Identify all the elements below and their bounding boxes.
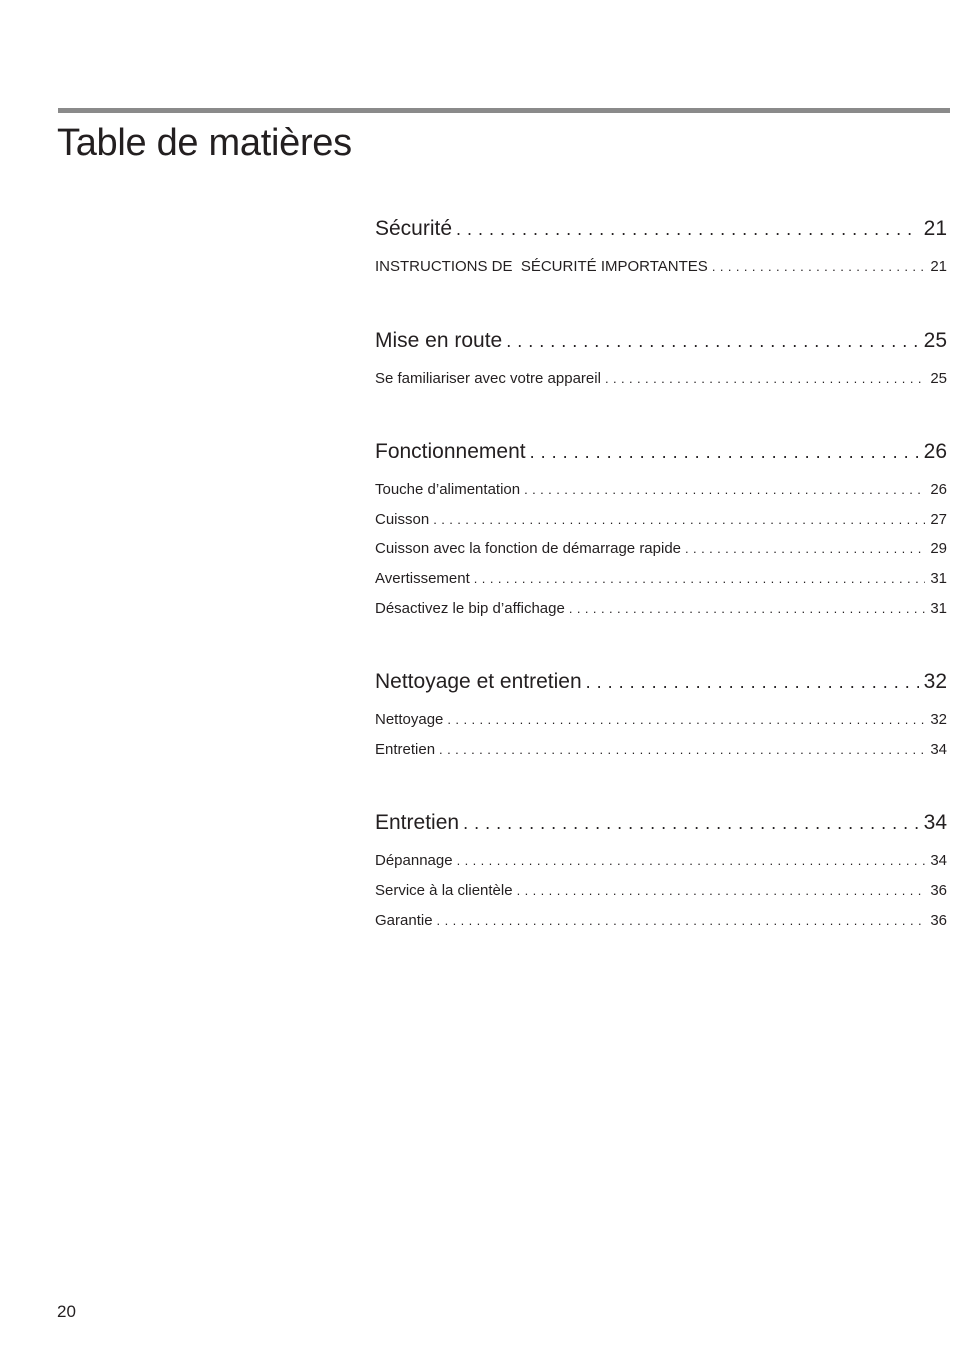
- dot-leader: [685, 534, 925, 564]
- toc-heading-page: 26: [923, 440, 947, 464]
- toc-heading[interactable]: [375, 804, 947, 842]
- toc-heading-label: Nettoyage et entretien: [375, 670, 582, 694]
- toc-entry[interactable]: [375, 564, 947, 594]
- toc-entry-label: Service à la clientèle: [375, 881, 513, 899]
- toc-entry-label: Se familiariser avec votre appareil: [375, 369, 601, 387]
- toc-entry-page: 34: [930, 852, 947, 870]
- toc-entry-label: Avertissement: [375, 569, 470, 587]
- toc-entry-page: 31: [930, 569, 947, 587]
- toc-heading-label: Fonctionnement: [375, 440, 526, 464]
- toc-section-entretien: [375, 804, 947, 935]
- toc-entry-page: 36: [930, 911, 947, 929]
- dot-leader: [530, 433, 919, 471]
- toc-entry[interactable]: [375, 705, 947, 735]
- dot-leader: [474, 564, 925, 594]
- toc-entry-page: 27: [930, 510, 947, 528]
- toc-entry[interactable]: [375, 475, 947, 505]
- toc-entry-label: Nettoyage: [375, 711, 444, 729]
- dot-leader: [506, 322, 919, 360]
- toc-entry[interactable]: [375, 252, 947, 282]
- toc-entry-label: Cuisson: [375, 510, 430, 528]
- toc-section-nettoyage: [375, 663, 947, 764]
- toc-entry-label: Désactivez le bip d’affichage: [375, 599, 565, 617]
- toc-heading[interactable]: [375, 322, 947, 360]
- toc-entry-label: INSTRUCTIONS DE SÉCURITÉ IMPORTANTES: [375, 258, 708, 275]
- dot-leader: [586, 663, 919, 701]
- table-of-contents: [375, 210, 947, 975]
- toc-entry-page: 25: [930, 369, 947, 387]
- dot-leader: [712, 252, 925, 282]
- toc-heading[interactable]: [375, 210, 947, 248]
- toc-section-mise-en-route: [375, 322, 947, 394]
- toc-entry-label: Dépannage: [375, 852, 453, 870]
- toc-heading-label: Mise en route: [375, 328, 503, 352]
- dot-leader: [437, 906, 925, 936]
- toc-entry-page: 31: [930, 599, 947, 617]
- header-rule: [58, 108, 950, 113]
- toc-entry-label: Entretien: [375, 740, 436, 758]
- toc-entry-page: 32: [930, 711, 947, 729]
- toc-entry-page: 36: [930, 881, 947, 899]
- dot-leader: [456, 210, 919, 248]
- toc-entry-label: Cuisson avec la fonction de démarrage rapide: [375, 540, 682, 558]
- toc-heading-label: Entretien: [375, 811, 460, 835]
- toc-section-securite: [375, 210, 947, 282]
- toc-heading-label: Sécurité: [375, 217, 453, 240]
- toc-entry[interactable]: [375, 534, 947, 564]
- page-title: Table de matières: [57, 122, 352, 164]
- toc-entry[interactable]: [375, 735, 947, 765]
- toc-heading-page: 34: [923, 811, 947, 835]
- toc-entry[interactable]: [375, 505, 947, 535]
- toc-entry[interactable]: [375, 364, 947, 394]
- toc-heading-page: 32: [923, 670, 947, 694]
- toc-entry-page: 21: [930, 258, 947, 275]
- dot-leader: [517, 876, 925, 906]
- toc-entry[interactable]: [375, 846, 947, 876]
- dot-leader: [569, 594, 925, 624]
- toc-heading-page: 25: [923, 328, 947, 352]
- toc-heading-page: 21: [923, 217, 947, 240]
- toc-entry[interactable]: [375, 906, 947, 936]
- toc-entry-label: Touche d’alimentation: [375, 481, 521, 499]
- dot-leader: [447, 705, 925, 735]
- toc-entry-label: Garantie: [375, 911, 433, 929]
- toc-entry[interactable]: [375, 594, 947, 624]
- toc-entry-page: 34: [930, 740, 947, 758]
- toc-entry-page: 29: [930, 540, 947, 558]
- dot-leader: [463, 804, 919, 842]
- dot-leader: [439, 735, 925, 765]
- dot-leader: [605, 364, 925, 394]
- toc-section-fonctionnement: [375, 433, 947, 623]
- toc-entry-page: 26: [930, 481, 947, 499]
- page-number: 20: [57, 1302, 76, 1321]
- toc-heading[interactable]: [375, 663, 947, 701]
- toc-entry[interactable]: [375, 876, 947, 906]
- dot-leader: [457, 846, 925, 876]
- dot-leader: [433, 505, 925, 535]
- dot-leader: [524, 475, 925, 505]
- toc-heading[interactable]: [375, 433, 947, 471]
